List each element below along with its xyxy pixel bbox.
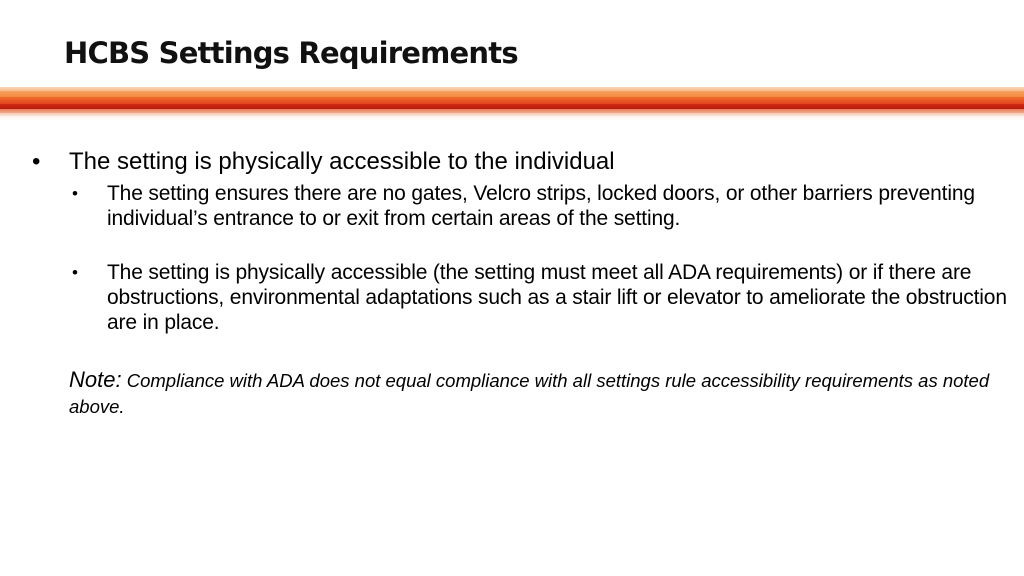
- slide-title: HCBS Settings Requirements: [64, 36, 518, 70]
- sub-bullet-text: The setting is physically accessible (the setting must meet all ADA requirements) or if there are obstructions, environmental adaptations such as a stair lift or elevator to ameliorate the obstruction are in place.: [107, 261, 1007, 334]
- accent-band: [0, 97, 1024, 104]
- header-accent-bands: [0, 87, 1024, 121]
- sub-bullet-text: The setting ensures there are no gates, Velcro strips, locked doors, or other barriers preventing individual’s entrance to or exit from certain areas of the setting.: [107, 182, 975, 230]
- sub-bullet-icon: •: [72, 263, 78, 282]
- main-bullet-text: The setting is physically accessible to the individual: [69, 148, 615, 175]
- bullet-icon: •: [32, 148, 41, 175]
- sub-bullet-icon: •: [72, 184, 78, 203]
- note-paragraph: [69, 368, 1009, 421]
- accent-band: [0, 116, 1024, 121]
- note-text: Compliance with ADA does not equal compliance with all settings rule accessibility requirements as noted above.: [69, 370, 990, 417]
- note-label: Note:: [69, 367, 122, 392]
